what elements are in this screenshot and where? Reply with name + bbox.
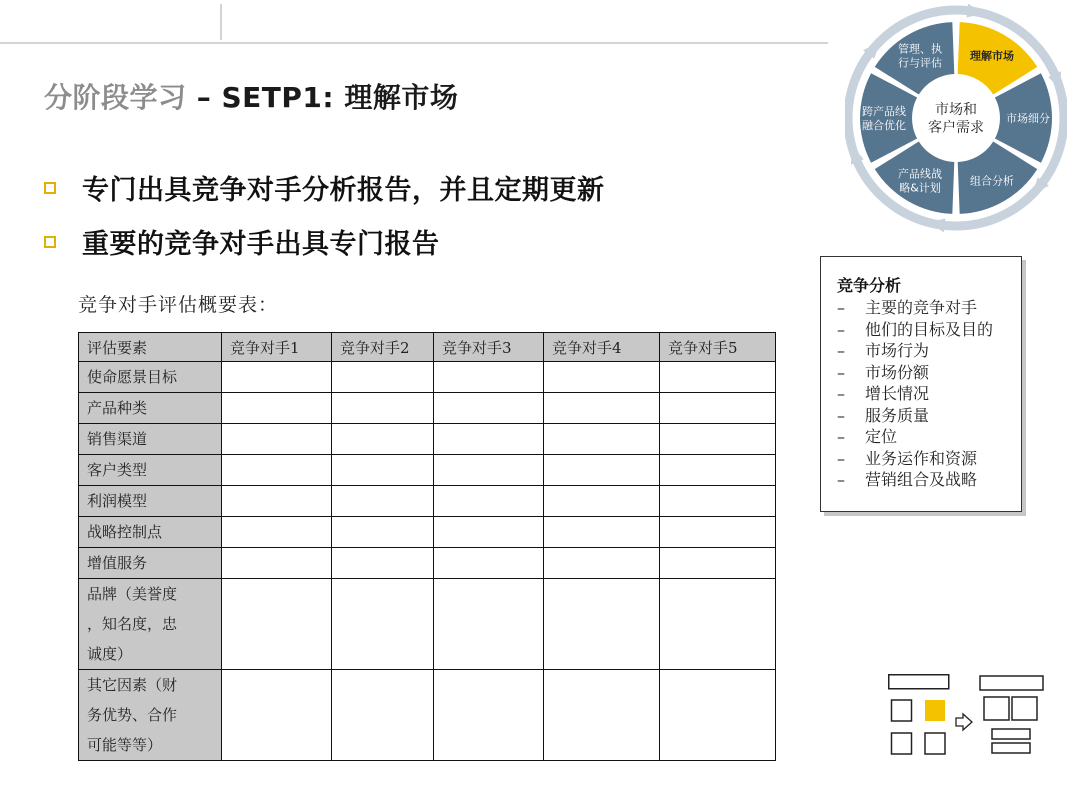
table-cell <box>544 362 660 393</box>
table-cell <box>222 548 332 579</box>
table-cell <box>434 455 544 486</box>
cycle-segment-label: 行与评估 <box>898 56 942 70</box>
table-cell <box>332 548 434 579</box>
competition-analysis-box <box>820 256 1022 512</box>
cycle-center-label: 客户需求 <box>928 120 984 136</box>
icon-box <box>992 729 1030 739</box>
table-row <box>79 362 776 393</box>
table-cell <box>434 579 544 670</box>
table-cell <box>434 393 544 424</box>
table-cell <box>434 670 544 761</box>
table-cell <box>222 455 332 486</box>
sidebox-item <box>837 405 1021 427</box>
icon-box <box>889 675 949 689</box>
table-row <box>79 455 776 486</box>
cycle-segment-label: 略&计划 <box>899 181 941 195</box>
cycle-segment-label: 组合分析 <box>970 174 1014 188</box>
header-cell: 竞争对手4 <box>544 333 660 362</box>
table-cell <box>544 486 660 517</box>
page-title <box>44 76 458 116</box>
icon-box <box>984 697 1009 720</box>
row-header: 其它因素（财 务优势、合作 可能等等） <box>79 670 222 761</box>
header-cell: 竞争对手5 <box>660 333 776 362</box>
sidebox-item-label: 业务运作和资源 <box>865 448 978 468</box>
table-cell <box>544 548 660 579</box>
table-row <box>79 424 776 455</box>
row-header: 战略控制点 <box>79 517 222 548</box>
dash-icon: – <box>837 319 845 339</box>
bullet-text: 专门出具竞争对手分析报告，并且定期更新 <box>82 175 605 206</box>
table-cell <box>222 424 332 455</box>
sidebox-item <box>837 297 1021 319</box>
table-cell <box>222 393 332 424</box>
table-cell <box>544 670 660 761</box>
sidebox-item <box>837 340 1021 362</box>
sidebox-title: 竞争分析 <box>837 276 902 295</box>
top-tick <box>220 4 222 40</box>
table-cell <box>222 362 332 393</box>
sidebox-item-label: 主要的竞争对手 <box>865 298 978 317</box>
table-cell <box>544 579 660 670</box>
cycle-segment-label: 市场细分 <box>1006 112 1050 125</box>
sidebox-item-label: 定位 <box>865 427 898 446</box>
table-cell <box>222 517 332 548</box>
row-header: 品牌（美誉度 ，知名度，忠 诚度） <box>79 579 222 670</box>
table-row <box>79 517 776 548</box>
icon-box <box>925 733 945 754</box>
table-cell <box>660 517 776 548</box>
dash-icon: – <box>837 405 845 425</box>
icon-box <box>1012 697 1037 720</box>
table-cell <box>544 393 660 424</box>
table-cell <box>434 486 544 517</box>
table-header-row <box>79 333 776 362</box>
cycle-segment-label: 融合优化 <box>862 119 906 132</box>
table-cell <box>434 424 544 455</box>
sidebox-item <box>837 448 1021 470</box>
table-cell <box>332 517 434 548</box>
top-rule <box>0 42 828 44</box>
icon-highlight-box <box>925 700 945 721</box>
row-header: 增值服务 <box>79 548 222 579</box>
row-header: 使命愿景目标 <box>79 362 222 393</box>
dash-icon: – <box>837 341 845 360</box>
bullet-square-icon <box>44 236 56 248</box>
table-cell <box>434 517 544 548</box>
bullet-item <box>44 168 605 207</box>
table-cell <box>544 517 660 548</box>
table-cell <box>332 393 434 424</box>
sidebox-item-label: 市场份额 <box>865 362 930 382</box>
bullet-square-icon <box>44 182 56 194</box>
process-cycle-diagram <box>845 4 1067 232</box>
sidebox-list <box>837 297 1021 491</box>
table-cell <box>332 424 434 455</box>
sidebox-item-label: 服务质量 <box>865 405 930 425</box>
cycle-segment-label: 跨产品线 <box>862 105 906 118</box>
title-main: – SETP1: 理解市场 <box>186 81 459 114</box>
header-cell: 评估要素 <box>79 333 222 362</box>
table-row <box>79 579 776 670</box>
table-cell <box>434 548 544 579</box>
right-arrow-icon <box>956 714 972 730</box>
sidebox-item-label: 增长情况 <box>865 384 930 403</box>
table-cell <box>660 455 776 486</box>
table-row <box>79 670 776 761</box>
row-header: 客户类型 <box>79 455 222 486</box>
table-row <box>79 548 776 579</box>
table-cell <box>544 455 660 486</box>
dash-icon: – <box>837 384 845 403</box>
table-cell <box>332 670 434 761</box>
table-cell <box>660 548 776 579</box>
header-cell: 竞争对手2 <box>332 333 434 362</box>
header-cell: 竞争对手3 <box>434 333 544 362</box>
dash-icon: – <box>837 427 845 446</box>
table-cell <box>332 579 434 670</box>
table-cell <box>434 362 544 393</box>
sidebox-item <box>837 383 1021 405</box>
row-header: 利润模型 <box>79 486 222 517</box>
row-header: 产品种类 <box>79 393 222 424</box>
icon-box <box>992 743 1030 753</box>
table-row <box>79 393 776 424</box>
bullet-item <box>44 222 440 261</box>
title-prefix: 分阶段学习 <box>44 81 187 114</box>
bullet-text: 重要的竞争对手出具专门报告 <box>82 229 440 260</box>
dash-icon: – <box>837 362 845 382</box>
row-header: 销售渠道 <box>79 424 222 455</box>
cycle-segment-label: 产品线战 <box>898 167 942 181</box>
sidebox-item <box>837 362 1021 384</box>
table-cell <box>222 486 332 517</box>
dash-icon: – <box>837 470 845 489</box>
table-cell <box>544 424 660 455</box>
table-cell <box>660 393 776 424</box>
sidebox-item <box>837 426 1021 448</box>
table-cell <box>332 455 434 486</box>
table-cell <box>332 362 434 393</box>
sidebox-item-label: 市场行为 <box>865 341 930 360</box>
sidebox-item-label: 营销组合及战略 <box>865 470 978 489</box>
cycle-center-label: 市场和 <box>935 102 977 118</box>
cycle-segment-label: 理解市场 <box>970 49 1014 63</box>
cycle-center <box>916 78 996 158</box>
table-cell <box>660 486 776 517</box>
sidebox-item <box>837 469 1021 491</box>
icon-box <box>892 700 912 721</box>
table-cell <box>660 362 776 393</box>
table-cell <box>332 486 434 517</box>
table-cell <box>660 670 776 761</box>
table-cell <box>660 424 776 455</box>
table-cell <box>222 579 332 670</box>
dash-icon: – <box>837 448 845 468</box>
header-cell: 竞争对手1 <box>222 333 332 362</box>
sidebox-item <box>837 319 1021 341</box>
icon-box <box>980 676 1043 690</box>
sidebox-item-label: 他们的目标及目的 <box>865 319 994 339</box>
dash-icon: – <box>837 298 845 317</box>
layout-transition-icon <box>888 674 1048 758</box>
table-row <box>79 486 776 517</box>
table-cell <box>222 670 332 761</box>
table-caption: 竞争对手评估概要表： <box>78 294 279 316</box>
table-cell <box>660 579 776 670</box>
cycle-segment-label: 管理、执 <box>898 42 942 56</box>
icon-box <box>892 733 912 754</box>
competitor-eval-table <box>78 332 776 761</box>
